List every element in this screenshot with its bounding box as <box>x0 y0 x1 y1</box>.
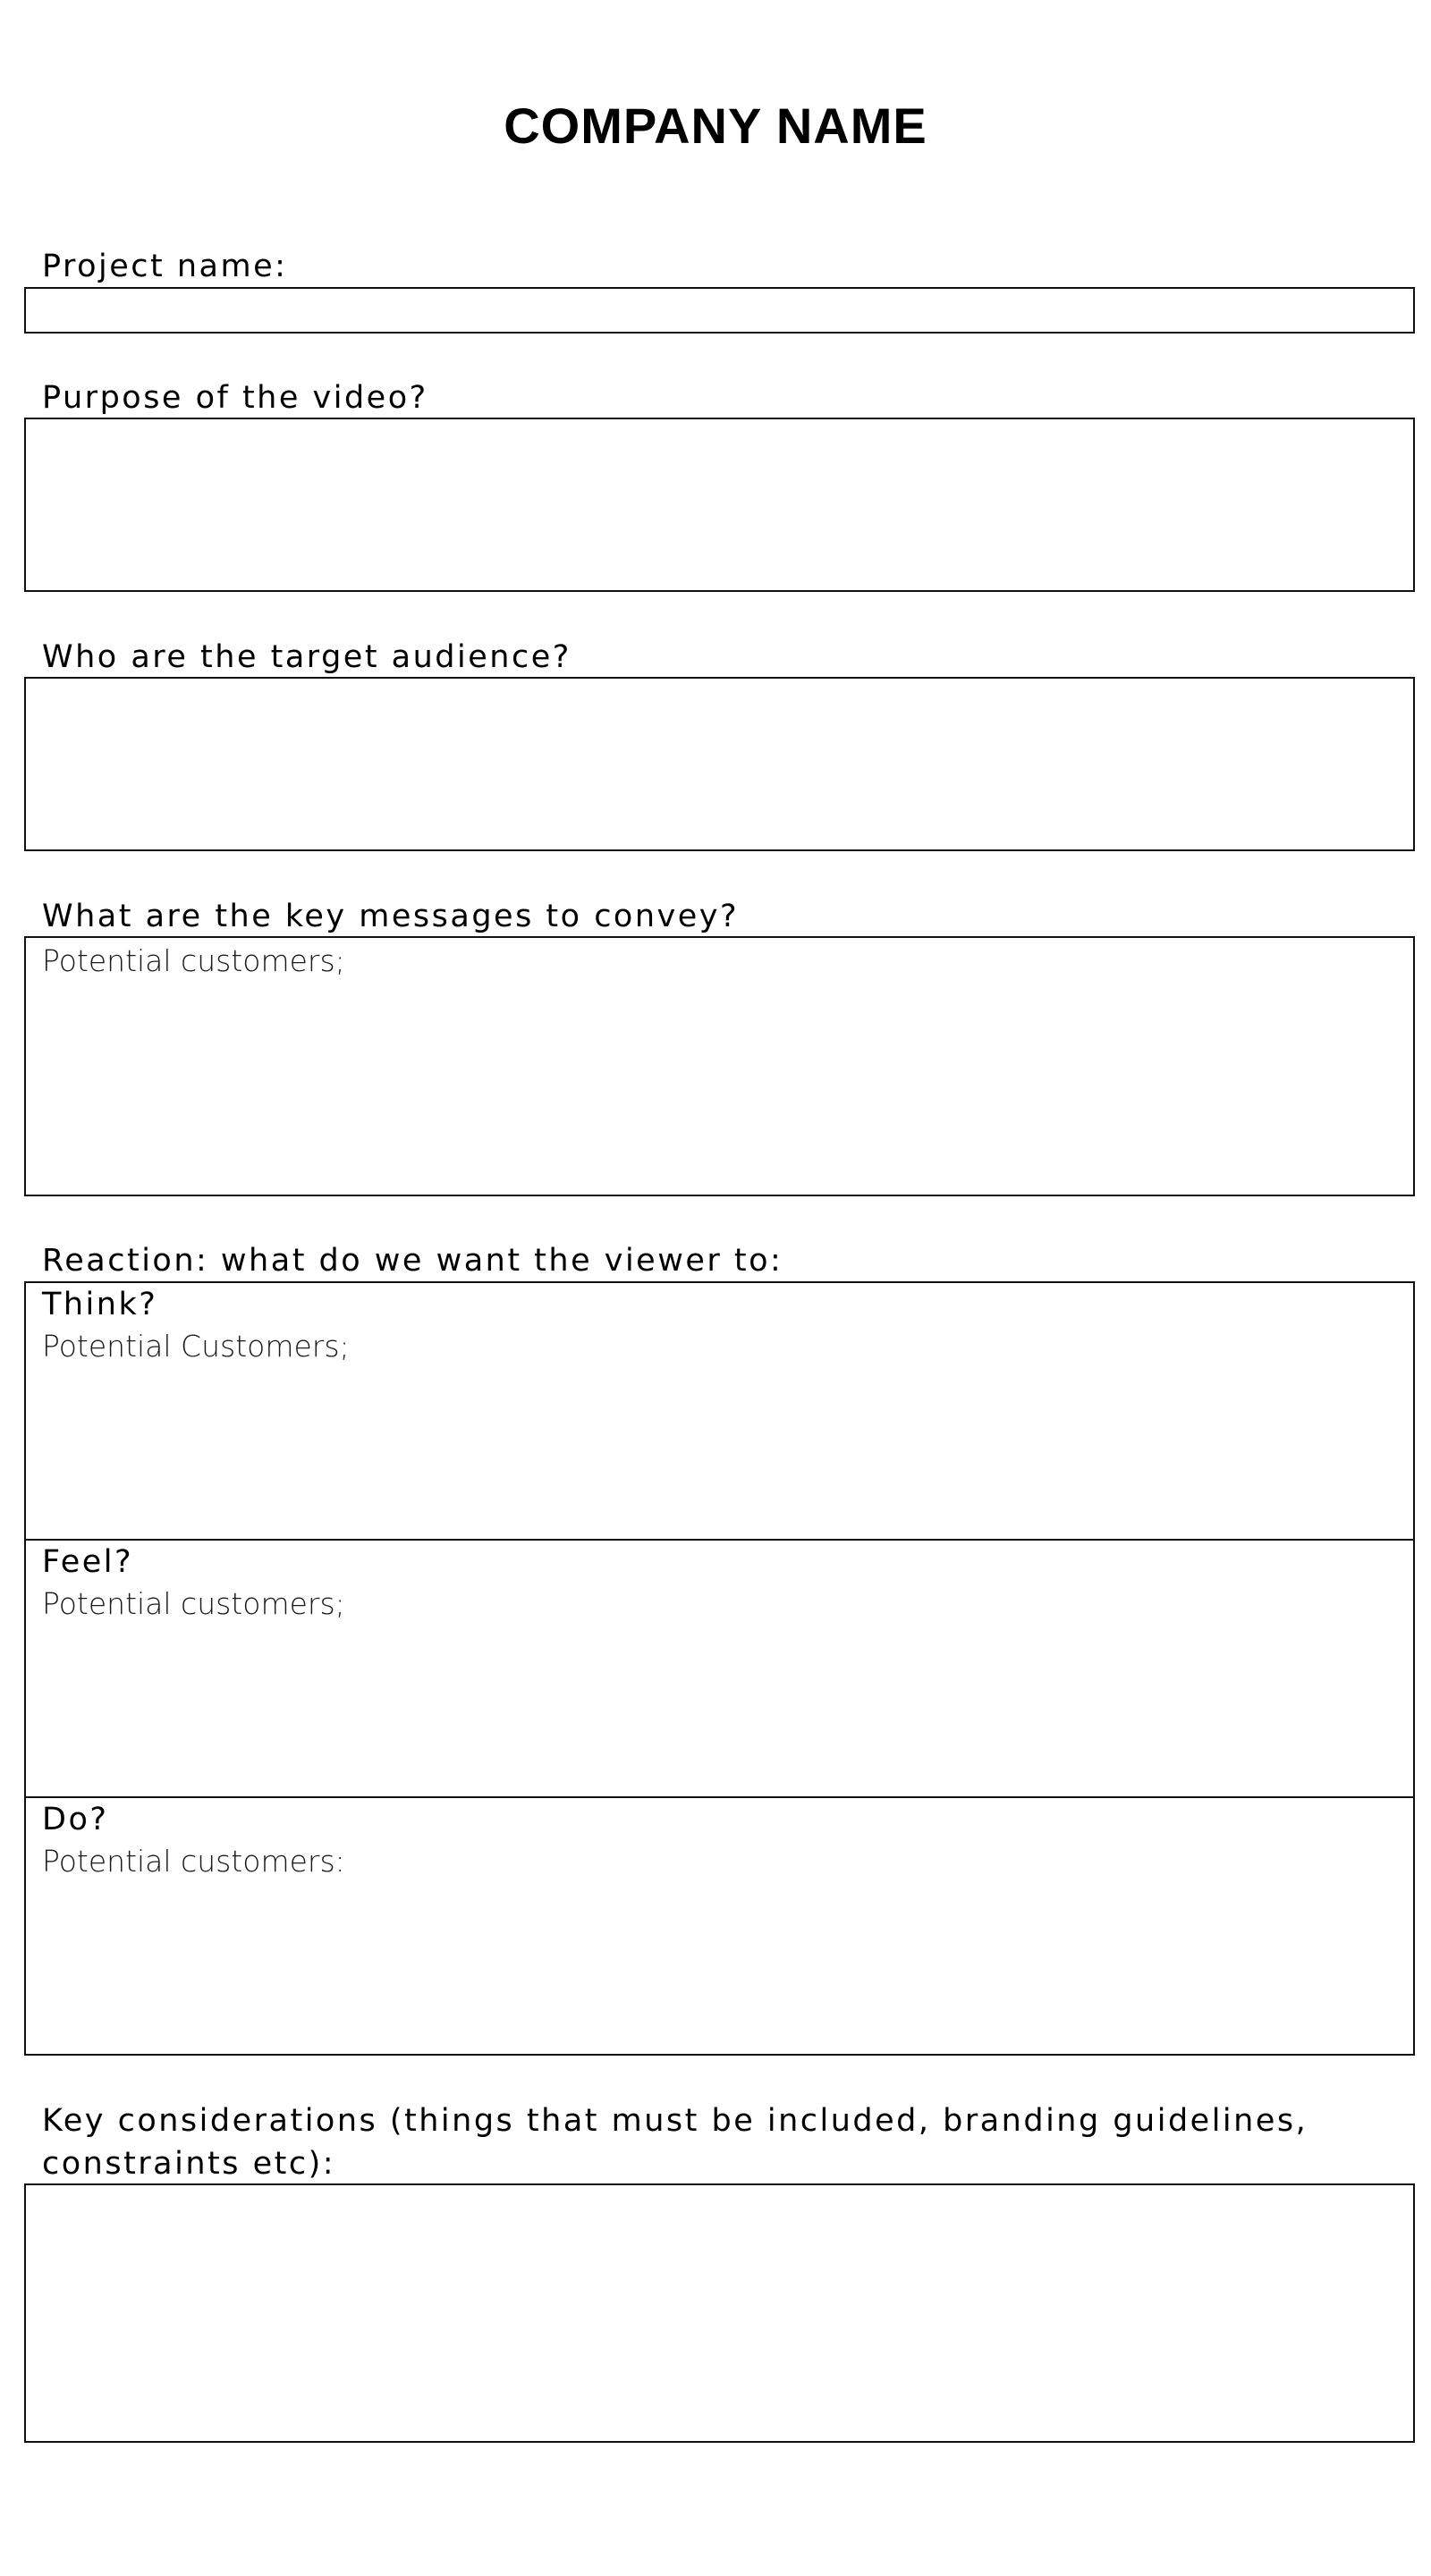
purpose-label: Purpose of the video? <box>42 380 428 416</box>
project-name-field[interactable] <box>24 287 1415 334</box>
project-name-label: Project name: <box>42 249 288 284</box>
feel-label: Feel? <box>42 1544 134 1580</box>
page-title: COMPANY NAME <box>504 97 927 154</box>
key-considerations-field[interactable] <box>24 2183 1415 2443</box>
key-messages-field[interactable] <box>24 936 1415 1196</box>
think-label: Think? <box>42 1287 158 1322</box>
feel-field[interactable] <box>24 1539 1415 1798</box>
think-field[interactable] <box>24 1281 1415 1541</box>
do-field[interactable] <box>24 1796 1415 2056</box>
key-messages-label: What are the key messages to convey? <box>42 899 740 934</box>
audience-label: Who are the target audience? <box>42 639 572 675</box>
do-value: Potential customers: <box>42 1844 345 1879</box>
purpose-field[interactable] <box>24 418 1415 592</box>
key-messages-value: Potential customers; <box>42 943 345 978</box>
key-considerations-label: Key considerations (things that must be included, branding guidelines, constraints etc): <box>42 2103 1308 2182</box>
do-label: Do? <box>42 1802 109 1837</box>
reaction-label: Reaction: what do we want the viewer to: <box>42 1243 783 1279</box>
audience-field[interactable] <box>24 677 1415 851</box>
feel-value: Potential customers; <box>42 1586 345 1621</box>
think-value: Potential Customers; <box>42 1329 350 1364</box>
